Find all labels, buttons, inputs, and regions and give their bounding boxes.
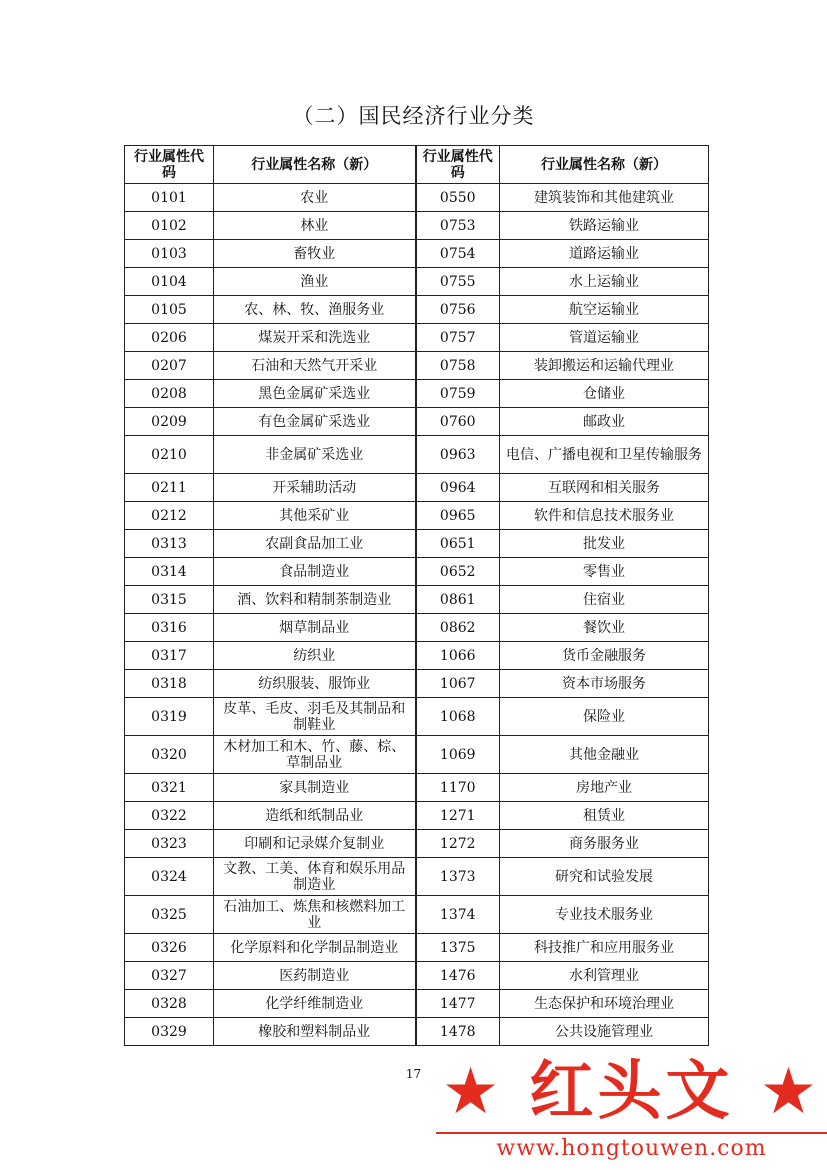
table-row bbox=[125, 558, 709, 586]
table-row bbox=[125, 670, 709, 698]
name-cell-left: 煤炭开采和洗选业 bbox=[214, 324, 416, 352]
table-row bbox=[125, 896, 709, 934]
name-cell-left: 农、林、牧、渔服务业 bbox=[214, 296, 416, 324]
table-header-row bbox=[125, 146, 709, 184]
code-cell-left: 0316 bbox=[125, 614, 214, 642]
code-cell-left: 0324 bbox=[125, 858, 214, 896]
name-cell-left: 食品制造业 bbox=[214, 558, 416, 586]
name-cell-right: 仓储业 bbox=[500, 380, 709, 408]
code-cell-right: 0963 bbox=[416, 436, 500, 474]
code-cell-left: 0102 bbox=[125, 212, 214, 240]
table-row bbox=[125, 802, 709, 830]
code-cell-left: 0101 bbox=[125, 184, 214, 212]
code-cell-right: 1170 bbox=[416, 774, 500, 802]
name-cell-left: 酒、饮料和精制茶制造业 bbox=[214, 586, 416, 614]
code-cell-left: 0327 bbox=[125, 962, 214, 990]
name-cell-left: 石油加工、炼焦和核燃料加工业 bbox=[214, 896, 416, 934]
code-cell-left: 0210 bbox=[125, 436, 214, 474]
name-cell-right: 保险业 bbox=[500, 698, 709, 736]
industry-classification-table bbox=[124, 145, 709, 1046]
code-cell-left: 0105 bbox=[125, 296, 214, 324]
watermark bbox=[436, 1052, 827, 1170]
name-cell-left: 造纸和纸制品业 bbox=[214, 802, 416, 830]
code-cell-left: 0328 bbox=[125, 990, 214, 1018]
code-cell-left: 0329 bbox=[125, 1018, 214, 1046]
name-cell-right: 餐饮业 bbox=[500, 614, 709, 642]
code-cell-right: 1375 bbox=[416, 934, 500, 962]
name-cell-right: 铁路运输业 bbox=[500, 212, 709, 240]
table-row bbox=[125, 502, 709, 530]
code-cell-right: 0652 bbox=[416, 558, 500, 586]
code-cell-left: 0321 bbox=[125, 774, 214, 802]
name-cell-right: 航空运输业 bbox=[500, 296, 709, 324]
code-cell-left: 0212 bbox=[125, 502, 214, 530]
code-cell-left: 0103 bbox=[125, 240, 214, 268]
name-cell-left: 渔业 bbox=[214, 268, 416, 296]
code-cell-right: 1066 bbox=[416, 642, 500, 670]
name-cell-right: 公共设施管理业 bbox=[500, 1018, 709, 1046]
code-cell-right: 0965 bbox=[416, 502, 500, 530]
code-cell-left: 0315 bbox=[125, 586, 214, 614]
name-cell-left: 其他采矿业 bbox=[214, 502, 416, 530]
table-row bbox=[125, 934, 709, 962]
watermark-divider bbox=[436, 1132, 827, 1134]
code-cell-left: 0313 bbox=[125, 530, 214, 558]
table-row bbox=[125, 774, 709, 802]
code-cell-right: 0861 bbox=[416, 586, 500, 614]
name-cell-right: 其他金融业 bbox=[500, 736, 709, 774]
table-row bbox=[125, 642, 709, 670]
name-cell-left: 家具制造业 bbox=[214, 774, 416, 802]
name-cell-right: 租赁业 bbox=[500, 802, 709, 830]
name-cell-left: 烟草制品业 bbox=[214, 614, 416, 642]
table-row bbox=[125, 474, 709, 502]
code-cell-right: 0964 bbox=[416, 474, 500, 502]
name-cell-left: 畜牧业 bbox=[214, 240, 416, 268]
code-cell-left: 0323 bbox=[125, 830, 214, 858]
name-cell-left: 木材加工和木、竹、藤、棕、草制品业 bbox=[214, 736, 416, 774]
name-cell-left: 橡胶和塑料制品业 bbox=[214, 1018, 416, 1046]
watermark-logo-text: ★ 红头文 ★ bbox=[441, 1055, 822, 1129]
table-row bbox=[125, 990, 709, 1018]
header-name-right: 行业属性名称（新） bbox=[500, 146, 709, 184]
code-cell-right: 1374 bbox=[416, 896, 500, 934]
name-cell-left: 非金属矿采选业 bbox=[214, 436, 416, 474]
name-cell-right: 资本市场服务 bbox=[500, 670, 709, 698]
name-cell-right: 住宿业 bbox=[500, 586, 709, 614]
table-row bbox=[125, 736, 709, 774]
name-cell-left: 纺织业 bbox=[214, 642, 416, 670]
code-cell-right: 0755 bbox=[416, 268, 500, 296]
header-code-right: 行业属性代码 bbox=[416, 146, 500, 184]
code-cell-left: 0319 bbox=[125, 698, 214, 736]
code-cell-right: 0757 bbox=[416, 324, 500, 352]
table-row bbox=[125, 586, 709, 614]
code-cell-right: 1271 bbox=[416, 802, 500, 830]
table-row bbox=[125, 614, 709, 642]
name-cell-left: 开采辅助活动 bbox=[214, 474, 416, 502]
code-cell-left: 0207 bbox=[125, 352, 214, 380]
code-cell-right: 1477 bbox=[416, 990, 500, 1018]
header-name-left: 行业属性名称（新） bbox=[214, 146, 416, 184]
name-cell-left: 有色金属矿采选业 bbox=[214, 408, 416, 436]
name-cell-right: 邮政业 bbox=[500, 408, 709, 436]
code-cell-right: 0753 bbox=[416, 212, 500, 240]
name-cell-right: 水上运输业 bbox=[500, 268, 709, 296]
name-cell-left: 印刷和记录媒介复制业 bbox=[214, 830, 416, 858]
name-cell-left: 石油和天然气开采业 bbox=[214, 352, 416, 380]
name-cell-right: 建筑装饰和其他建筑业 bbox=[500, 184, 709, 212]
code-cell-right: 0862 bbox=[416, 614, 500, 642]
table-row bbox=[125, 380, 709, 408]
code-cell-right: 0550 bbox=[416, 184, 500, 212]
table-row bbox=[125, 352, 709, 380]
code-cell-left: 0206 bbox=[125, 324, 214, 352]
name-cell-left: 化学纤维制造业 bbox=[214, 990, 416, 1018]
table-row bbox=[125, 268, 709, 296]
table-row bbox=[125, 436, 709, 474]
name-cell-right: 电信、广播电视和卫星传输服务 bbox=[500, 436, 709, 474]
name-cell-right: 专业技术服务业 bbox=[500, 896, 709, 934]
name-cell-right: 水利管理业 bbox=[500, 962, 709, 990]
name-cell-left: 农业 bbox=[214, 184, 416, 212]
code-cell-left: 0326 bbox=[125, 934, 214, 962]
code-cell-left: 0318 bbox=[125, 670, 214, 698]
table-row bbox=[125, 698, 709, 736]
name-cell-right: 管道运输业 bbox=[500, 324, 709, 352]
name-cell-right: 研究和试验发展 bbox=[500, 858, 709, 896]
name-cell-right: 软件和信息技术服务业 bbox=[500, 502, 709, 530]
code-cell-right: 1373 bbox=[416, 858, 500, 896]
page-title: （二）国民经济行业分类 bbox=[292, 104, 535, 128]
code-cell-right: 0758 bbox=[416, 352, 500, 380]
table-row bbox=[125, 830, 709, 858]
code-cell-left: 0209 bbox=[125, 408, 214, 436]
name-cell-right: 房地产业 bbox=[500, 774, 709, 802]
code-cell-left: 0211 bbox=[125, 474, 214, 502]
code-cell-left: 0322 bbox=[125, 802, 214, 830]
code-cell-right: 0756 bbox=[416, 296, 500, 324]
table-row bbox=[125, 408, 709, 436]
code-cell-right: 1068 bbox=[416, 698, 500, 736]
name-cell-left: 纺织服装、服饰业 bbox=[214, 670, 416, 698]
name-cell-left: 化学原料和化学制品制造业 bbox=[214, 934, 416, 962]
code-cell-left: 0320 bbox=[125, 736, 214, 774]
header-code-left: 行业属性代码 bbox=[125, 146, 214, 184]
name-cell-left: 文教、工美、体育和娱乐用品制造业 bbox=[214, 858, 416, 896]
code-cell-left: 0104 bbox=[125, 268, 214, 296]
table-row bbox=[125, 296, 709, 324]
page-number: 17 bbox=[405, 1067, 422, 1081]
name-cell-left: 林业 bbox=[214, 212, 416, 240]
code-cell-left: 0317 bbox=[125, 642, 214, 670]
table-row bbox=[125, 324, 709, 352]
name-cell-left: 医药制造业 bbox=[214, 962, 416, 990]
code-cell-left: 0325 bbox=[125, 896, 214, 934]
code-cell-right: 0651 bbox=[416, 530, 500, 558]
code-cell-right: 1069 bbox=[416, 736, 500, 774]
code-cell-left: 0208 bbox=[125, 380, 214, 408]
table-body bbox=[125, 184, 709, 1046]
code-cell-right: 0760 bbox=[416, 408, 500, 436]
table-row bbox=[125, 858, 709, 896]
name-cell-right: 零售业 bbox=[500, 558, 709, 586]
name-cell-right: 批发业 bbox=[500, 530, 709, 558]
name-cell-right: 互联网和相关服务 bbox=[500, 474, 709, 502]
watermark-url: www.hongtouwen.com bbox=[496, 1136, 767, 1161]
code-cell-right: 1476 bbox=[416, 962, 500, 990]
name-cell-right: 生态保护和环境治理业 bbox=[500, 990, 709, 1018]
code-cell-right: 0754 bbox=[416, 240, 500, 268]
name-cell-right: 商务服务业 bbox=[500, 830, 709, 858]
table-row bbox=[125, 240, 709, 268]
table-row bbox=[125, 212, 709, 240]
table-row bbox=[125, 1018, 709, 1046]
name-cell-left: 黑色金属矿采选业 bbox=[214, 380, 416, 408]
code-cell-right: 1067 bbox=[416, 670, 500, 698]
code-cell-right: 1272 bbox=[416, 830, 500, 858]
name-cell-left: 农副食品加工业 bbox=[214, 530, 416, 558]
table-row bbox=[125, 530, 709, 558]
name-cell-right: 货币金融服务 bbox=[500, 642, 709, 670]
table-row bbox=[125, 962, 709, 990]
name-cell-right: 道路运输业 bbox=[500, 240, 709, 268]
name-cell-right: 装卸搬运和运输代理业 bbox=[500, 352, 709, 380]
code-cell-left: 0314 bbox=[125, 558, 214, 586]
code-cell-right: 0759 bbox=[416, 380, 500, 408]
code-cell-right: 1478 bbox=[416, 1018, 500, 1046]
name-cell-left: 皮革、毛皮、羽毛及其制品和制鞋业 bbox=[214, 698, 416, 736]
name-cell-right: 科技推广和应用服务业 bbox=[500, 934, 709, 962]
table-row bbox=[125, 184, 709, 212]
